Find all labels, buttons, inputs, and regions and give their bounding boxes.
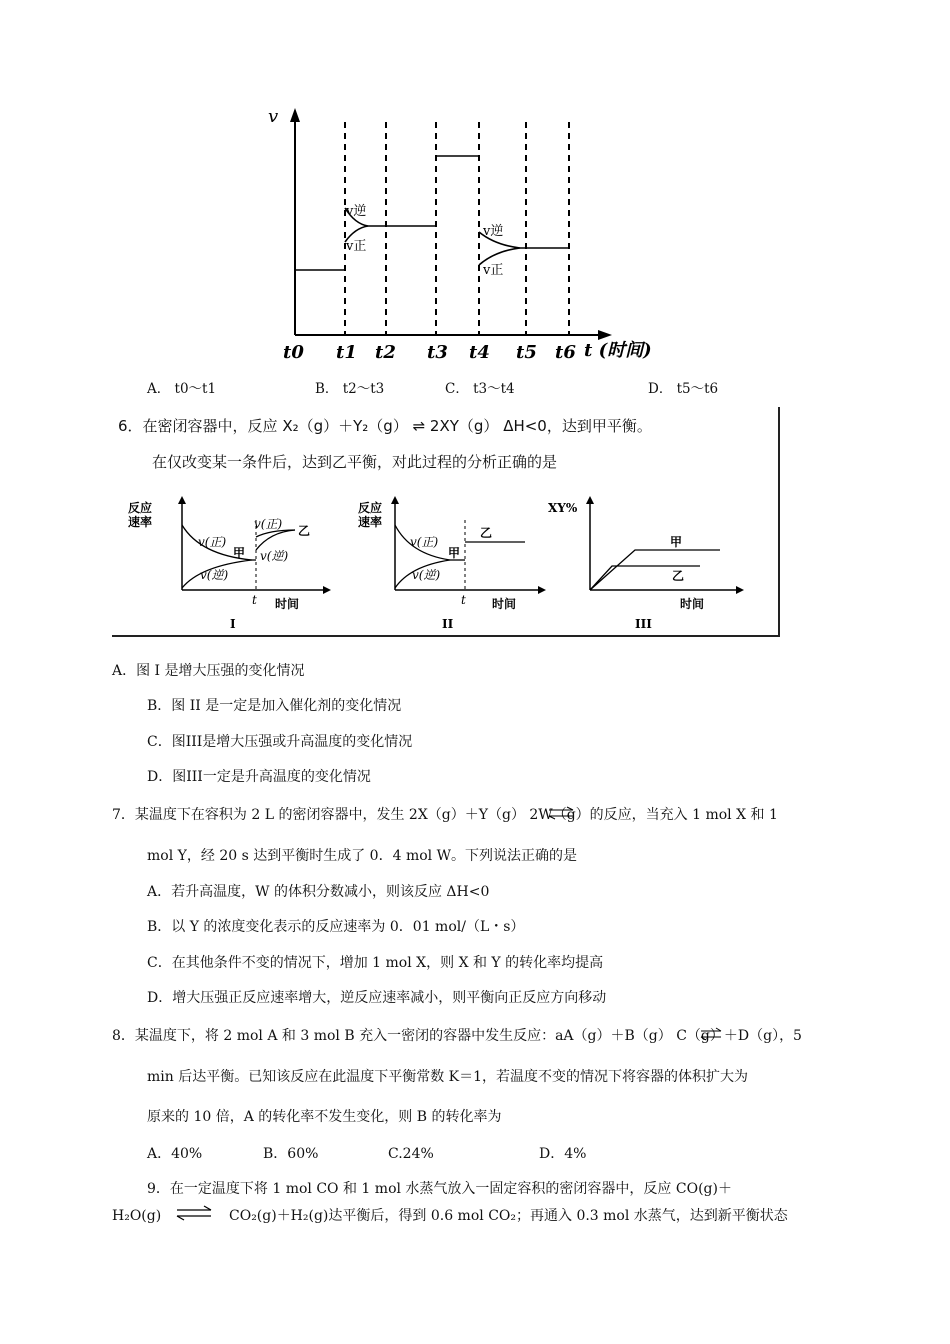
tick-t3: t3: [427, 342, 448, 363]
q6-option-d: D．图III一定是升高温度的变化情况: [147, 769, 371, 785]
q6-line-1: 6．在密闭容器中，反应 X₂（g）＋Y₂（g） ⇌ 2XY（g） ΔH<0，达到甲平衡。: [118, 417, 652, 435]
fig1-ylabel-2: 速率: [128, 515, 153, 529]
q6-figure-3: [548, 496, 744, 630]
fig2-v-reverse-label: v(逆): [412, 568, 441, 582]
q6-figures: [120, 490, 770, 630]
q8-line-2: min 后达平衡。已知该反应在此温度下平衡常数 K＝1，若温度不变的情况下将容器的体积扩大为: [147, 1069, 749, 1085]
q6-option-c: C．图III是增大压强或升高温度的变化情况: [147, 734, 413, 750]
fig3-jia-curve: [590, 550, 720, 590]
q7-line-2: mol Y，经 20 s 达到平衡时生成了 0．4 mol W。下列说法正确的是: [147, 848, 577, 864]
fig3-ylabel: XY%: [548, 501, 578, 515]
q7-option-c: C．在其他条件不变的情况下，增加 1 mol X，则 X 和 Y 的转化率均提高: [147, 955, 604, 971]
q9-equilibrium-arrow-icon: [176, 1205, 212, 1221]
q9-line-2a: H₂O(g): [112, 1208, 162, 1224]
q5-option-b: B． t2～t3: [315, 381, 385, 397]
fig3-yi-label: 乙: [672, 569, 685, 583]
q5-option-d: D． t5～t6: [648, 381, 719, 397]
q7-option-b: B．以 Y 的浓度变化表示的反应速率为 0．01 mol/（L・s）: [147, 919, 525, 935]
curve-label-v-reverse-2: v逆: [483, 224, 504, 239]
q8-line-1: 8．某温度下，将 2 mol A 和 3 mol B 充入一密闭的容器中发生反应：aA（g）＋B（g） C（g）＋D（g），5: [112, 1028, 802, 1044]
fig1-v-forward-label: v(正): [198, 535, 227, 549]
x-axis-arrow: [598, 330, 612, 340]
q6-option-a: A．图 I 是增大压强的变化情况: [112, 663, 305, 679]
fig2-jia-label: 甲: [448, 546, 461, 560]
fig1-v-reverse-label: v(逆): [200, 568, 229, 582]
fig2-t-label: t: [461, 593, 466, 607]
y-axis-label: v: [268, 106, 279, 127]
y-axis-arrow: [290, 108, 300, 122]
fig1-v-forward-after-label: v(正): [254, 517, 283, 531]
q9-line-2b: CO₂(g)＋H₂(g)达平衡后，得到 0.6 mol CO₂；再通入 0.3 mol 水蒸气，达到新平衡状态: [229, 1208, 788, 1224]
q9-line-1: 9．在一定温度下将 1 mol CO 和 1 mol 水蒸气放入一固定容积的密闭容器中，反应 CO(g)＋: [147, 1181, 732, 1197]
fig2-yi-label: 乙: [480, 526, 493, 540]
tick-t1: t1: [336, 342, 357, 363]
fig1-caption: I: [230, 617, 236, 630]
q8-option-b: B．60%: [263, 1146, 319, 1162]
fig3-jia-label: 甲: [670, 535, 683, 549]
tick-t2: t2: [375, 342, 396, 363]
tick-t5: t5: [516, 342, 537, 363]
velocity-time-chart: [250, 100, 720, 370]
tick-t6: t6: [555, 342, 576, 363]
q5-option-c: C． t3～t4: [445, 381, 515, 397]
fig2-caption: II: [442, 617, 454, 630]
q7-equilibrium-arrow-icon: [548, 806, 574, 820]
q6-line-2: 在仅改变某一条件后，达到乙平衡，对此过程的分析正确的是: [152, 453, 558, 471]
curve-label-v-forward-1: v正: [346, 239, 367, 254]
q7-option-a: A．若升高温度，W 的体积分数减小，则该反应 ΔH<0: [147, 884, 490, 900]
q6-figure-2: [358, 496, 546, 630]
fig2-ylabel-2: 速率: [358, 515, 383, 529]
q5-option-a: A． t0～t1: [147, 381, 217, 397]
tick-t4: t4: [469, 342, 490, 363]
q8-line-3: 原来的 10 倍，A 的转化率不发生变化，则 B 的转化率为: [147, 1109, 502, 1125]
q8-option-d: D．4%: [539, 1146, 587, 1162]
q8-option-a: A．40%: [147, 1146, 203, 1162]
q6-option-b: B．图 II 是一定是加入催化剂的变化情况: [147, 698, 402, 714]
fig1-yi-label: 乙: [298, 524, 311, 538]
fig1-ylabel-1: 反应: [128, 501, 153, 515]
x-axis-label: t (时间): [584, 340, 652, 361]
fig2-xlabel: 时间: [492, 597, 517, 611]
fig2-v-forward-label: v(正): [410, 535, 439, 549]
fig1-t-label: t: [252, 593, 257, 607]
fig1-xlabel: 时间: [275, 597, 300, 611]
q8-option-c: C.24%: [388, 1146, 434, 1162]
fig1-v-reverse-after-label: v(逆): [260, 549, 289, 563]
fig3-caption: III: [635, 617, 652, 630]
q8-equilibrium-arrow-icon: [700, 1027, 722, 1041]
curve-label-v-forward-2: v正: [483, 263, 504, 278]
fig1-v-reverse-after: [256, 530, 295, 550]
fig1-jia-label: 甲: [233, 546, 246, 560]
q7-option-d: D．增大压强正反应速率增大，逆反应速率减小，则平衡向正反应方向移动: [147, 990, 607, 1006]
q6-figure-1: [128, 496, 331, 630]
fig3-xlabel: 时间: [680, 597, 705, 611]
curve-label-v-reverse-1: v逆: [346, 204, 367, 219]
tick-t0: t0: [283, 342, 304, 363]
q7-line-1: 7．某温度下在容积为 2 L 的密闭容器中，发生 2X（g）＋Y（g） 2W（g）的反应，当充入 1 mol X 和 1: [112, 807, 778, 823]
fig2-ylabel-1: 反应: [358, 501, 383, 515]
